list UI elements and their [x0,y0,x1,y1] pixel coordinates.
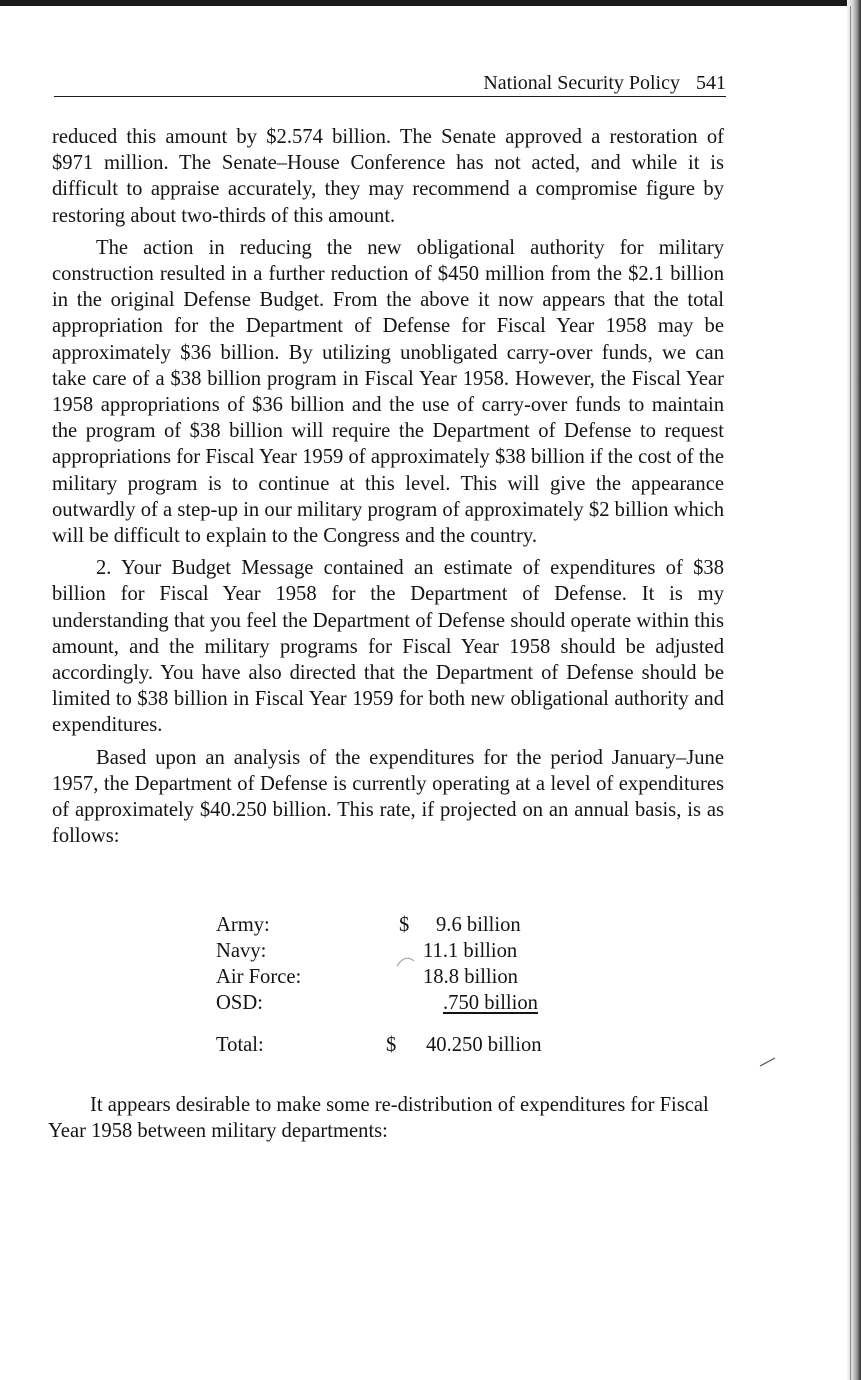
paragraph-expenditure-analysis: Based upon an analysis of the expenditures for the period January–June 1957, the Department of Defense is currently operating at a level of expenditures of approximately $40.250 billion. This rate, if projected on an annual basis, is as follows: [52,746,724,848]
expenditure-value: 18.8 billion [423,966,518,988]
page-top-edge [0,0,861,6]
expenditure-label: Army: [216,914,270,936]
paragraph-continued: reduced this amount by $2.574 billion. The Senate approved a restoration of $971 million. The Senate–House Conference has not acted, and while it is difficult to appraise accurately, they may recommend a compromise figure by restoring about two-thirds of this amount. [52,126,724,227]
paragraph-military-construction: The action in reducing the new obligational authority for military construction resulted in a further reduction of $450 million from the $2.1 billion in the original Defense Budget. From the above it now appears that the total appropriation for the Department of Defense for Fiscal Year 1958 may be approximately $36 billion. By utilizing unobligated carry-over funds, we can take care of a $38 billion program in Fiscal Year 1958. However, the Fiscal Year 1958 appropriations of $36 billion and the use of carry-over funds to maintain the program of $38 billion will require the Department of Defense to request appropriations for Fiscal Year 1959 of approximately $38 billion if the cost of the military program is to continue at this level. This will give the appearance outwardly of a step-up in our military program of approximately $2 billion which will be difficult to explain to the Congress and the country. [52,236,724,548]
expenditure-value: .750 billion [443,992,538,1014]
paragraph-redistribution: It appears desirable to make some re-distribution of expenditures for Fiscal Year 1958 between military departments: [48,1094,709,1143]
paragraph-budget-message: 2. Your Budget Message contained an estimate of expenditures of $38 billion for Fiscal Year 1958 for the Department of Defense. It is my understanding that you feel the Department of Defense should operate within this amount, and the military programs for Fiscal Year 1958 should be adjusted accordingly. You have also directed that the Department of Defense should be limited to $38 billion in Fiscal Year 1959 for both new obligational authority and expenditures. [52,557,724,737]
expenditure-value: 11.1 billion [423,940,518,962]
expenditure-label: OSD: [216,992,263,1014]
expenditure-row-army [216,912,576,938]
expenditure-total-label: Total: [216,1034,264,1056]
currency-symbol: $ [386,1034,397,1056]
margin-tick-icon [759,1055,779,1069]
pen-mark-icon [396,955,420,969]
expenditure-label: Navy: [216,940,267,962]
expenditure-label: Air Force: [216,966,302,988]
expenditure-value: 9.6 billion [436,914,521,936]
running-header-text [483,72,726,94]
currency-symbol: $ [399,914,410,936]
expenditure-total-row [216,1032,576,1058]
running-header [54,72,726,97]
expenditure-table [216,912,576,1058]
expenditure-total-value: 40.250 billion [426,1034,542,1056]
page-binding-line [850,6,851,1380]
running-header-title: National Security Policy [483,72,680,94]
expenditure-row-osd [216,990,576,1016]
body-text [52,124,724,855]
page-number: 541 [696,72,726,94]
